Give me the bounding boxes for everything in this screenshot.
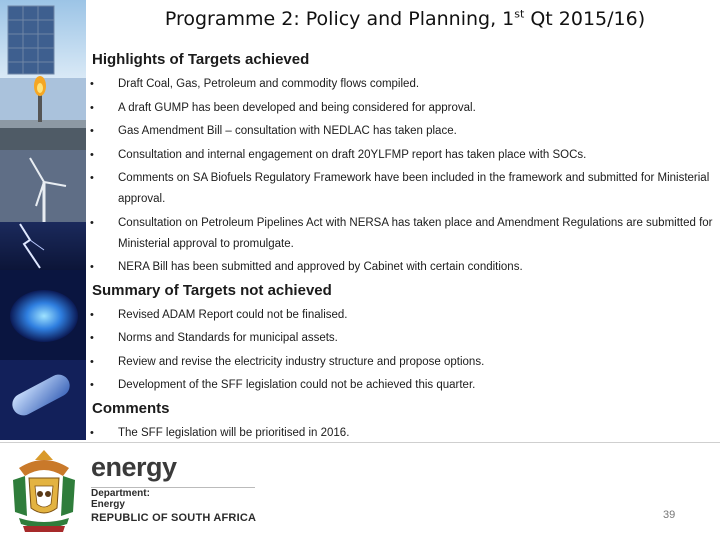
list-item: • Consultation and internal engagement on draft 20YLFMP report has taken place with SOCs. — [90, 148, 587, 161]
list-item: • Comments on SA Biofuels Regulatory Framework have been included in the framework and submitted for Ministerial approval. — [90, 172, 710, 205]
highlights-heading: Highlights of Targets achieved — [92, 51, 310, 68]
comments-heading: Comments — [92, 399, 170, 417]
list-item: • NERA Bill has been submitted and approved by Cabinet with certain conditions. — [90, 261, 523, 273]
list-item: • Development of the SFF legislation could not be achieved this quarter. — [90, 379, 476, 391]
slide-title: Programme 2: Policy and Planning, 1st Qt 2015/16) — [164, 7, 646, 30]
slide-content — [90, 50, 715, 446]
highlights-list — [90, 74, 715, 278]
list-item: • Gas Amendment Bill – consultation with NEDLAC has taken place. — [90, 125, 457, 137]
department-label: Department: Energy — [91, 488, 150, 510]
energy-image-strip — [0, 0, 86, 440]
lightning-image — [0, 222, 86, 270]
list-item: • Draft Coal, Gas, Petroleum and commodity flows compiled. — [90, 78, 420, 90]
not-achieved-list — [90, 305, 715, 397]
list-item: • Revised ADAM Report could not be finalised. — [90, 308, 348, 321]
comments-list — [90, 423, 715, 444]
not-achieved-heading: Summary of Targets not achieved — [92, 281, 332, 299]
list-item: • Consultation on Petroleum Pipelines Act with NERSA has taken place and Amendment Regulations are submitted for Ministerial approval to promulgate. — [90, 216, 713, 250]
energy-logo-word: energy — [91, 452, 177, 482]
list-item: • The SFF legislation will be prioritised in 2016. — [90, 426, 350, 439]
republic-label: REPUBLIC OF SOUTH AFRICA — [91, 512, 257, 524]
list-item: • Norms and Standards for municipal assets. — [90, 332, 338, 344]
coat-of-arms-icon — [5, 446, 83, 536]
page-number: 39 — [663, 509, 676, 521]
list-item: • A draft GUMP has been developed and being considered for approval. — [90, 101, 476, 114]
list-item: • Review and revise the electricity industry structure and propose options. — [90, 355, 485, 368]
